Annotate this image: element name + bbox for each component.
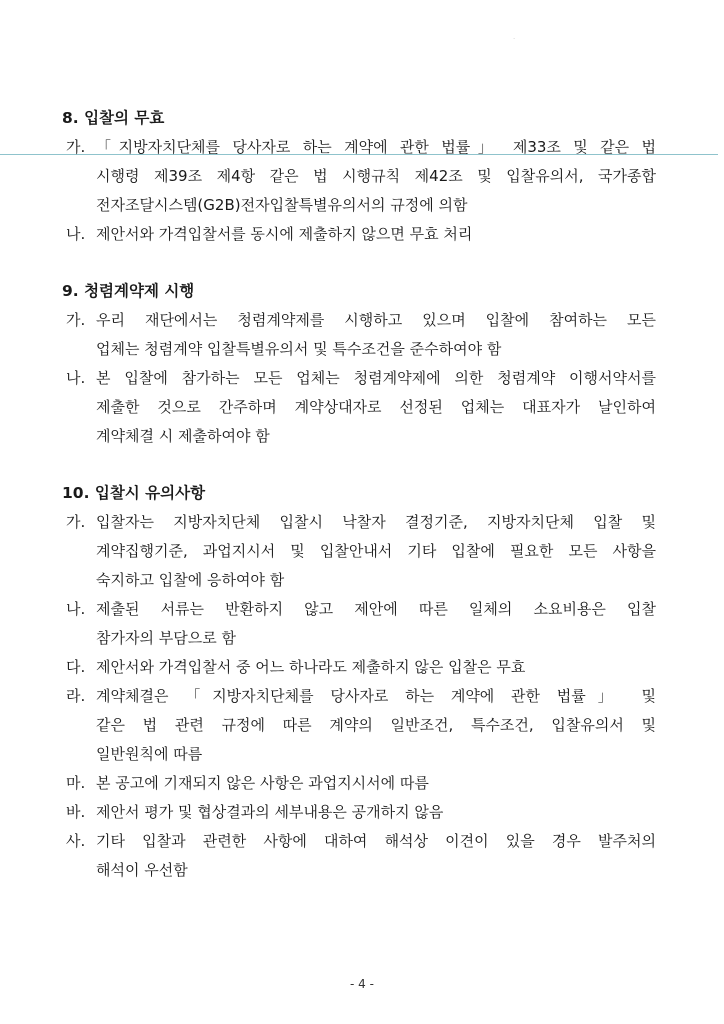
section-title: 10. 입찰시 유의사항 — [62, 484, 206, 502]
item-marker: 라. — [66, 687, 86, 705]
item-text — [96, 595, 656, 653]
document-body — [62, 104, 656, 885]
section-spacer — [62, 451, 656, 479]
item-text — [96, 682, 656, 769]
list-item — [62, 769, 656, 798]
text-line: 일반원칙에 따름 — [96, 745, 203, 763]
list-item — [62, 133, 656, 220]
item-marker: 가. — [66, 138, 86, 156]
list-item — [62, 508, 656, 595]
item-text — [96, 364, 656, 451]
item-marker: 나. — [66, 369, 86, 387]
text-line: 본 공고에 기재되지 않은 사항은 과업지시서에 따름 — [96, 774, 429, 792]
item-text — [96, 827, 656, 885]
list-item — [62, 220, 656, 249]
list-item — [62, 364, 656, 451]
text-line: 제안서 평가 및 협상결과의 세부내용은 공개하지 않음 — [96, 803, 444, 821]
list-item — [62, 653, 656, 682]
text-line: 제안서와 가격입찰서 중 어느 하나라도 제출하지 않은 입찰은 무효 — [96, 658, 526, 676]
item-marker: 다. — [66, 658, 86, 676]
section-title: 8. 입찰의 무효 — [62, 109, 165, 127]
page-number: - 4 - — [350, 977, 374, 991]
text-line: 입찰자는 지방자치단체 입찰시 낙찰자 결정기준, 지방자치단체 입찰 및 — [96, 513, 656, 531]
text-line: 참가자의 부담으로 함 — [96, 629, 236, 647]
list-item — [62, 827, 656, 885]
text-line: 업체는 청렴계약 입찰특별유의서 및 특수조건을 준수하여야 함 — [96, 340, 502, 358]
item-marker: 가. — [66, 311, 86, 329]
list-item — [62, 595, 656, 653]
corner-mark: . — [513, 33, 516, 41]
item-marker: 나. — [66, 600, 86, 618]
section-spacer — [62, 249, 656, 277]
text-line: 숙지하고 입찰에 응하여야 함 — [96, 571, 285, 589]
section — [62, 104, 656, 249]
item-marker: 마. — [66, 774, 86, 792]
item-marker: 나. — [66, 225, 86, 243]
list-item — [62, 306, 656, 364]
text-line: 우리 재단에서는 청렴계약제를 시행하고 있으며 입찰에 참여하는 모든 — [96, 311, 656, 329]
item-text — [96, 769, 656, 798]
item-marker: 가. — [66, 513, 86, 531]
text-line: 계약체결은 「지방자치단체를 당사자로 하는 계약에 관한 법률」 및 — [96, 687, 656, 705]
text-line: 제출한 것으로 간주하며 계약상대자로 선정된 업체는 대표자가 날인하여 — [96, 398, 656, 416]
text-line: 같은 법 관련 규정에 따른 계약의 일반조건, 특수조건, 입찰유의서 및 — [96, 716, 656, 734]
section-title: 9. 청렴계약제 시행 — [62, 282, 195, 300]
text-line: 「지방자치단체를 당사자로 하는 계약에 관한 법률」 제33조 및 같은 법 — [96, 138, 656, 156]
text-line: 해석이 우선함 — [96, 861, 188, 879]
item-text — [96, 220, 656, 249]
item-marker: 바. — [66, 803, 86, 821]
item-text — [96, 798, 656, 827]
list-item — [62, 682, 656, 769]
item-text — [96, 508, 656, 595]
text-line: 계약체결 시 제출하여야 함 — [96, 427, 270, 445]
text-line: 시행령 제39조 제4항 같은 법 시행규칙 제42조 및 입찰유의서, 국가종합 — [96, 167, 656, 185]
text-line: 기타 입찰과 관련한 사항에 대하여 해석상 이견이 있을 경우 발주처의 — [96, 832, 656, 850]
text-line: 전자조달시스템(G2B)전자입찰특별유의서의 규정에 의함 — [96, 196, 468, 214]
text-line: 계약집행기준, 과업지시서 및 입찰안내서 기타 입찰에 필요한 모든 사항을 — [96, 542, 656, 560]
item-text — [96, 306, 656, 364]
item-marker: 사. — [66, 832, 86, 850]
item-text — [96, 133, 656, 220]
section — [62, 479, 656, 885]
list-item — [62, 798, 656, 827]
item-text — [96, 653, 656, 682]
text-line: 제출된 서류는 반환하지 않고 제안에 따른 일체의 소요비용은 입찰 — [96, 600, 656, 618]
text-line: 제안서와 가격입찰서를 동시에 제출하지 않으면 무효 처리 — [96, 225, 473, 243]
text-line: 본 입찰에 참가하는 모든 업체는 청렴계약제에 의한 청렴계약 이행서약서를 — [96, 369, 656, 387]
section — [62, 277, 656, 451]
